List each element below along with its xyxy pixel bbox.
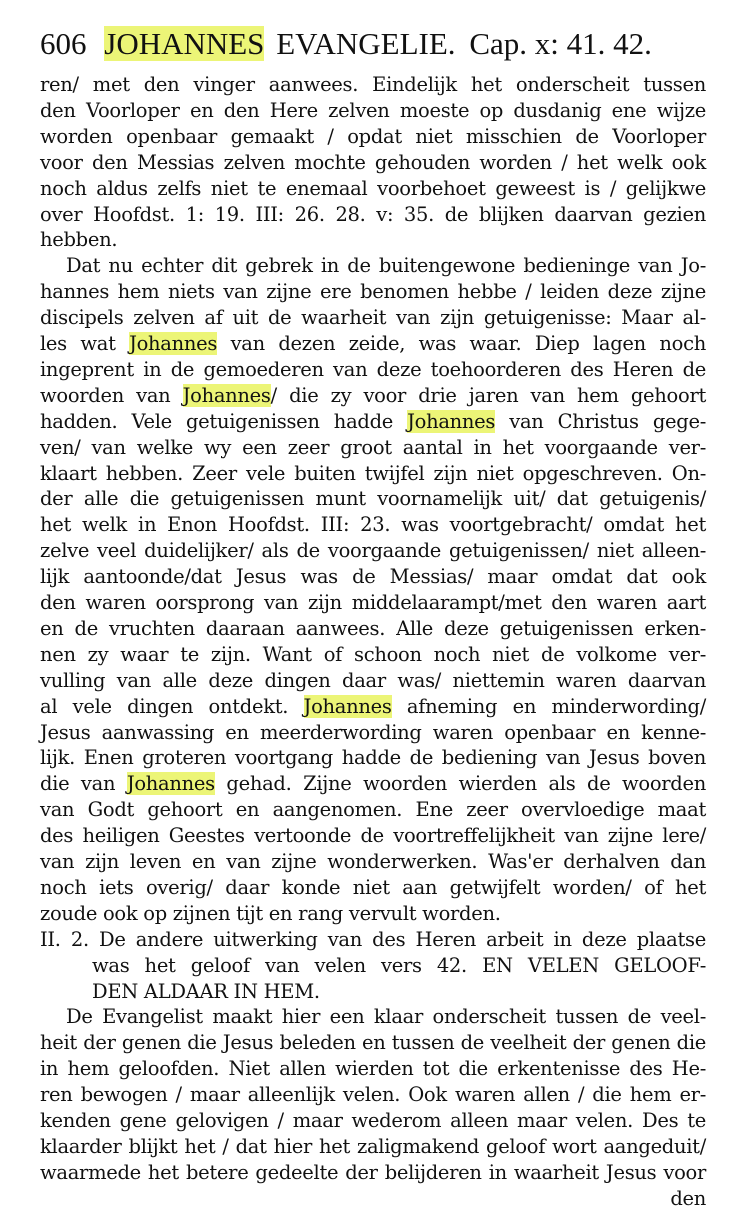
text-line	[40, 1134, 706, 1160]
text-line	[40, 823, 706, 849]
text-line	[40, 668, 706, 694]
text-line	[40, 538, 706, 564]
text-segment: heit der genen die Jesus beleden en tussen de veelheit der genen die	[40, 1031, 706, 1055]
highlighted-name: Johannes	[303, 694, 392, 718]
text-line	[40, 202, 706, 228]
text-line	[40, 927, 706, 953]
text-line	[40, 383, 706, 409]
text-segment: waarmede het betere gedeelte der belijderen in waarheit Jesus voor	[40, 1160, 706, 1184]
chapter-reference: Cap. x: 41. 42.	[469, 26, 652, 61]
text-segment: afneming en minderwording/	[391, 694, 706, 718]
text-line	[66, 1004, 706, 1030]
text-line	[40, 227, 706, 253]
highlighted-name: Johannes	[182, 383, 271, 407]
text-segment: die van	[40, 772, 127, 796]
text-line	[40, 176, 706, 202]
header-title: EVANGELIE.	[276, 26, 456, 61]
text-segment: ren/ met den vinger aanwees. Eindelijk het onderscheit tussen	[40, 73, 706, 96]
text-segment: II. 2. De andere uitwerking van des Heren arbeit in deze plaatse	[40, 927, 706, 951]
text-segment: al vele dingen ontdekt.	[40, 694, 304, 718]
highlighted-name: Johannes	[126, 772, 215, 796]
text-segment: den Voorloper en den Here zelven moeste op dusdanig ene wijze	[40, 98, 706, 122]
highlighted-name: Johannes	[407, 409, 496, 433]
catchword	[640, 1186, 706, 1212]
text-line	[40, 1082, 706, 1108]
text-line	[40, 745, 706, 771]
text-line	[40, 1056, 706, 1082]
text-line	[66, 253, 706, 279]
highlighted-name: Johannes	[129, 332, 218, 355]
text-line	[40, 409, 706, 435]
text-segment: ven/ van welke wy een zeer groot aantal in het voorgaande ver-	[40, 435, 706, 459]
text-line	[40, 124, 706, 150]
text-segment: zoude ook op zijnen tijt en rang vervult worden.	[40, 901, 501, 925]
text-segment: ren bewogen / maar alleenlijk velen. Ook waren allen / die hem er-	[40, 1083, 706, 1107]
text-segment: van Godt gehoort en aangenomen. Ene zeer overvloedige maat	[40, 798, 706, 822]
text-segment: en de vruchten daaraan aanwees. Alle deze getuigenissen erken-	[40, 616, 706, 640]
text-segment: noch iets overig/ daar konde niet aan getwijfelt worden/ of het	[40, 875, 706, 899]
text-line	[92, 953, 706, 979]
text-line	[40, 901, 706, 927]
text-segment: Dat nu echter dit gebrek in de buitengewone bedieninge van Jo-	[66, 254, 706, 278]
text-segment: kenden gene gelovigen / maar wederom alleen maar velen. Des te	[40, 1109, 706, 1132]
text-segment: den	[670, 1186, 706, 1210]
text-segment: des heiligen Geestes vertoonde de voortreffelijkheit van zijne lere/	[40, 824, 706, 848]
text-segment: hebben.	[40, 228, 118, 252]
text-segment: der alle die getuigenissen munt voornamelijk uit/ dat getuigenis/	[40, 487, 706, 511]
text-segment: De Evangelist maakt hier een klaar onderscheit tussen de veel-	[66, 1005, 706, 1029]
text-segment: noch aldus zelfs niet te enemaal voorbehoet geweest is / gelijkwe	[40, 176, 706, 200]
text-segment: hadden. Vele getuigenissen hadde	[40, 409, 408, 433]
text-segment: les wat	[40, 332, 130, 355]
text-segment: ingeprent in de gemoederen van deze toehoorderen des Heren de	[40, 357, 706, 381]
text-segment: klaarder blijkt het / dat hier het zaligmakend geloof wort aangeduit/	[40, 1134, 706, 1158]
text-line	[40, 720, 706, 746]
text-line	[40, 486, 706, 512]
text-segment: van dezen zeide, was waar. Diep lagen noch	[217, 332, 706, 355]
text-line	[40, 279, 706, 305]
text-segment: lijk. Enen groteren voortgang hadde de bediening van Jesus boven	[40, 746, 706, 770]
text-segment: zelve veel duidelijker/ als de voorgaande getuigenissen/ niet alleen-	[40, 539, 706, 563]
text-line	[40, 435, 706, 461]
text-segment: DEN ALDAAR IN HEM.	[92, 979, 320, 1003]
text-line	[40, 331, 706, 357]
text-line	[40, 590, 706, 616]
text-segment: het welk in Enon Hoofdst. III: 23. was voortgebracht/ omdat het	[40, 513, 706, 537]
text-line	[40, 512, 706, 538]
text-segment: / die zy voor drie jaren van hem gehoort	[270, 383, 706, 407]
text-segment: voor den Messias zelven mochte gehouden worden / het welk ook	[40, 150, 706, 174]
text-line	[40, 150, 706, 176]
text-segment: gehad. Zijne woorden wierden als de woorden	[214, 772, 706, 796]
text-segment: van Christus gege-	[495, 409, 706, 433]
text-line	[40, 875, 706, 901]
text-segment: hannes hem niets van zijne ere benomen hebbe / leiden deze zijne	[40, 280, 706, 304]
text-line	[40, 564, 706, 590]
text-line	[40, 98, 706, 124]
text-line	[40, 642, 706, 668]
text-segment: over Hoofdst. 1: 19. III: 26. 28. v: 35. de blijken daarvan gezien	[40, 202, 706, 226]
text-line	[40, 305, 706, 331]
text-segment: woorden van	[40, 383, 183, 407]
text-segment: worden openbaar gemaakt / opdat niet misschien de Voorloper	[40, 124, 706, 148]
text-segment: nen zy waar te zijn. Want of schoon noch niet de volkome ver-	[40, 642, 706, 666]
text-line	[92, 979, 706, 1005]
text-line	[40, 1030, 706, 1056]
text-segment: lijk aantoonde/dat Jesus was de Messias/ maar omdat dat ook	[40, 565, 706, 589]
text-segment: discipels zelven af uit de waarheit van zijn getuigenisse: Maar al-	[40, 306, 706, 330]
text-line	[40, 694, 706, 720]
text-segment: klaart hebben. Zeer vele buiten twijfel zijn niet opgeschreven. On-	[40, 461, 706, 485]
text-line	[40, 357, 706, 383]
page-number: 606	[40, 26, 87, 61]
text-segment: den waren oorsprong van zijn middelaarampt/met den waren aart	[40, 591, 706, 614]
text-segment: in hem geloofden. Niet allen wierden tot die erkentenisse des He-	[40, 1057, 706, 1081]
text-segment: Jesus aanwassing en meerderwording waren openbaar en kenne-	[40, 720, 706, 744]
text-segment: vulling van alle deze dingen daar was/ niettemin waren daarvan	[40, 668, 706, 692]
text-line	[40, 616, 706, 642]
text-line	[40, 461, 706, 487]
text-line	[40, 1108, 706, 1134]
text-segment: van zijn leven en van zijne wonderwerken. Was'er derhalven dan	[40, 850, 706, 873]
text-line	[40, 771, 706, 797]
text-line	[40, 797, 706, 823]
running-header	[40, 20, 720, 68]
text-line	[40, 849, 706, 875]
header-title-highlighted: JOHANNES	[104, 26, 265, 61]
text-line	[40, 72, 706, 98]
text-segment: was het geloof van velen vers 42. EN VELEN GELOOF-	[92, 953, 706, 977]
